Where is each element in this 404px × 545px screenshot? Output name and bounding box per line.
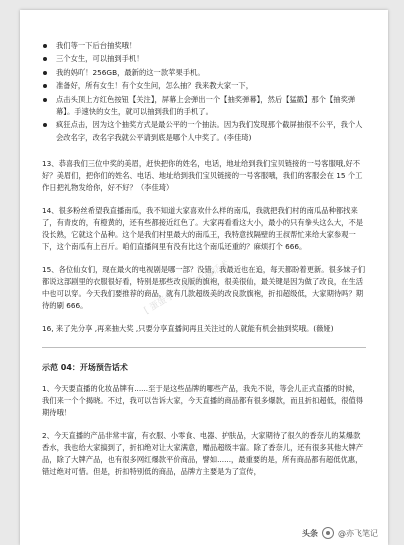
footer-author: @亦飞笔记 xyxy=(338,528,378,538)
paragraph-13: 13、恭喜我们三位中奖的美眉，赶快把你的姓名，电话，地址给到我们宝贝链接的一号客服哦,好不好？美眉们，把你们的姓名、电话、地址给到我们宝贝链接的一号客服哦，我们的客服会在 15 个工作日把礼物发给你，好不好？（李佳琦） xyxy=(42,159,363,193)
section-divider xyxy=(42,347,366,348)
footer-attribution xyxy=(302,527,378,539)
bullet-item: 三个女生，可以抽到手机！ xyxy=(42,53,366,65)
paragraph-15: 15、各位仙女们，现在最火的电视剧是哪一部？没错，我最近也在追，每天都盼着更新。很多妹子们都说这部剧里的衣服很好看，特别是那些改良版的旗袍，很美很仙，最关键是因为做了改良，在生活中也可以穿。今天我们要推荐的商品，就有几款超级美的改良款旗袍，折扣超级低，大家期待吗？期待的刷 666。 xyxy=(42,265,366,311)
section-title: 示范 04：开场预告话术 xyxy=(42,363,128,373)
paragraph-16: 16, 来了先分享 ,再来抽大奖 ,只要分享直播间再且关注过的人就能有机会抽到奖哦。(薇娅) xyxy=(42,324,334,334)
watermark: [ 蛋蛋学 ] 淘宝直播话术 xyxy=(142,259,232,317)
paragraph-14: 14、很多粉丝希望我直播南瓜，我不知道大家喜欢什么样的南瓜，我就把我们村的南瓜品种都找来了，有青皮的，有橙黄的，还有些都接近红色了。大家再看看这大小，最小的只有拳头这么大，不是没长熟，它就这个品种。这个是我们村里最大的南瓜王，我特意找隔壁的王叔帮忙来给大家参观一下，这个南瓜有上百斤。咱们直播间里有没有比这个南瓜还重的？麻烦打个 666。 xyxy=(42,206,364,252)
bullet-item: 我们等一下后台抽奖哦！ xyxy=(42,40,366,52)
avatar-icon xyxy=(322,527,334,539)
bullet-item: 准备好，所有女生！有个女生问，怎么抽？我来教大家一下， xyxy=(42,80,366,92)
section-paragraph-1: 1、今天要直播的化妆品牌有......至于是这些品牌的哪些产品，我先不说，等会儿正式直播的时候，我们来一个个揭晓。不过，我可以告诉大家，今天直播的商品都有很多爆款，而且折扣超低，很值得期待哦！ xyxy=(42,384,364,418)
bullet-list xyxy=(42,40,366,144)
section-paragraph-2: 2、今天直播的产品非常丰富，有衣服、小零食、电器、护肤品，大家期待了很久的香奈儿的某爆款香水，我也给大家搞到了，折扣绝对让大家满意，赠品超级丰富。除了香奈儿，还有很多其他大牌产品，除了大牌产品，也有很多网红爆款平价商品，譬如......，最重要的是，所有商品都有超低优惠，错过绝对可惜。但是，折扣特别低的商品，品牌方主要是为了宣传， xyxy=(42,431,364,477)
bullet-item: 点击头顶上方红色按钮【关注】，屏幕上会弹出一个【抽奖弹幕】，然后【猛戳】那个【抽奖弹幕】。手速快的女生，就可以抽到我们的手机了。 xyxy=(42,94,366,119)
footer-logo: 头条 xyxy=(302,528,318,538)
bullet-item: 疯狂点击，因为这个抽奖方式是最公平的一个抽法。因为我们发现那个截屏抽很不公平，我个人会改名字，改名字我就公平请到底是哪个人中奖了。(李佳琦) xyxy=(42,119,366,144)
document-page xyxy=(20,10,388,545)
document-content xyxy=(20,10,388,478)
bullet-item: 我的妈吖！256GB，最新的这一款苹果手机。 xyxy=(42,67,366,79)
